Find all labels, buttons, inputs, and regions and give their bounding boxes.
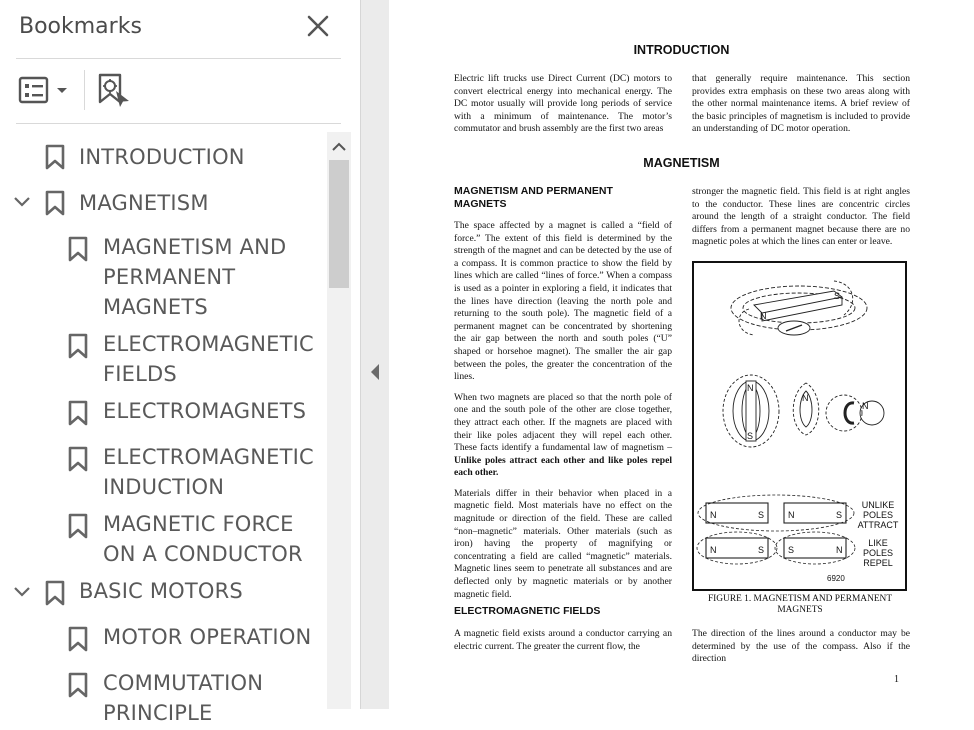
close-icon xyxy=(304,12,332,40)
triangle-left-icon xyxy=(368,360,382,384)
bookmark-scrollbar[interactable] xyxy=(327,132,351,709)
figure-label: S xyxy=(747,431,754,441)
find-current-bookmark-button[interactable] xyxy=(95,72,133,108)
bookmark-introduction[interactable] xyxy=(0,140,327,174)
bookmark-motor-operation[interactable] xyxy=(0,622,327,656)
paragraph: A magnetic field exists around a conductor carrying an electric current. The greater the current flow, the xyxy=(454,628,672,652)
figure-label: N xyxy=(802,393,809,403)
panel-divider xyxy=(16,123,341,124)
figure-label: S xyxy=(836,510,843,520)
scroll-thumb[interactable] xyxy=(329,160,349,288)
bookmark-label: MAGNETISM xyxy=(79,191,209,215)
figure-number: 6920 xyxy=(827,574,845,583)
figure-label: N xyxy=(710,545,717,555)
figure-label: S xyxy=(788,545,795,555)
figure-label: N xyxy=(836,545,843,555)
intro-left-column: Electric lift trucks use Direct Current (DC) motors to convert electrical energy into mechanical energy. The DC motor usually will provide long periods of service with a minimum of maintenance. The motor’s commutator and brush assembly are the first two areas xyxy=(454,73,672,135)
paragraph: Materials differ in their behavior when placed in a magnetic field. Most materials have no effect on the magnitude or direction of the field. These are called “non–magnetic” materials. Other materials (such as iron) having the property of magnifying or concentrating a field are called “magnetic” materials. Magnetic lines seem to penetrate all substances and are deflected only by magnetic materials or by another magnetic field. xyxy=(454,487,672,600)
close-panel-button[interactable] xyxy=(304,12,332,40)
bookmark-electromagnetic-induction[interactable] xyxy=(0,442,327,504)
panel-title: Bookmarks xyxy=(19,14,142,39)
find-current-bookmark-icon xyxy=(95,72,133,108)
left-column-body xyxy=(454,220,672,609)
section-heading-magnetism: MAGNETISM xyxy=(643,156,720,170)
bookmark-icon xyxy=(67,626,89,652)
panel-splitter[interactable] xyxy=(361,0,389,709)
bookmark-icon xyxy=(67,513,89,539)
bookmark-tree xyxy=(0,132,327,725)
scroll-up-button[interactable] xyxy=(327,132,351,160)
chevron-down-icon[interactable] xyxy=(12,192,32,212)
document-page xyxy=(389,0,934,709)
bookmark-label: ELECTROMAGNETIC INDUCTION xyxy=(103,445,314,499)
bookmark-magnetism-and-permanent-magnets[interactable] xyxy=(0,232,327,324)
intro-right-column: that generally require maintenance. This section provides extra emphasis on these two areas along with the other normal maintenance items. A brief review of the basic principles of magnetism is included to provide an understanding of DC motor operation. xyxy=(692,73,910,135)
bookmark-icon xyxy=(67,236,89,262)
bookmark-icon xyxy=(44,190,66,216)
page-number: 1 xyxy=(894,674,899,685)
bookmark-commutation-principle[interactable] xyxy=(0,668,327,730)
figure-label: S xyxy=(758,510,765,520)
right-column-paragraph: The direction of the lines around a conductor may be determined by the use of the compass. Also if the direction xyxy=(692,628,910,665)
toolbar-separator xyxy=(84,70,85,110)
bookmark-label: MAGNETISM AND PERMANENT MAGNETS xyxy=(103,235,287,319)
figure-magnetism xyxy=(692,261,907,591)
figure-label-unlike-poles: UNLIKE POLES ATTRACT xyxy=(857,500,899,530)
bookmark-icon xyxy=(67,446,89,472)
bookmark-icon xyxy=(67,672,89,698)
chevron-down-icon[interactable] xyxy=(12,582,32,602)
paragraph xyxy=(454,392,672,480)
bookmark-magnetic-force-on-a-conductor[interactable] xyxy=(0,509,327,571)
bookmark-label: COMMUTATION PRINCIPLE xyxy=(103,671,264,725)
figure-label: N xyxy=(710,510,717,520)
bookmark-icon xyxy=(67,333,89,359)
figure-label: N xyxy=(747,383,754,393)
chevron-up-icon xyxy=(327,132,351,160)
figure-illustration xyxy=(694,263,905,589)
figure-label: S xyxy=(834,291,841,301)
bookmark-icon xyxy=(44,580,66,606)
bookmark-magnetism[interactable] xyxy=(0,186,327,220)
subheading-electromagnetic-fields: ELECTROMAGNETIC FIELDS xyxy=(454,605,601,617)
subheading-magnetism-permanent-magnets: MAGNETISM AND PERMANENT MAGNETS xyxy=(454,185,613,210)
bookmark-basic-motors[interactable] xyxy=(0,576,327,610)
paragraph-text: When two magnets are placed so that the north pole of one and the south pole of the other are close together, they attract each other. If the magnets are placed with their like poles adjacent they will repel each other. These facts identify a fundamental law of magnetism – xyxy=(454,391,672,454)
bookmark-icon xyxy=(44,144,66,170)
figure-label-like-poles: LIKE POLES REPEL xyxy=(862,538,893,568)
bookmark-label: MOTOR OPERATION xyxy=(103,625,312,649)
figure-label: N xyxy=(760,311,767,321)
bookmark-options-button[interactable] xyxy=(17,72,71,108)
bookmark-icon xyxy=(67,400,89,426)
section-heading-introduction: INTRODUCTION xyxy=(633,43,730,57)
figure-label: S xyxy=(758,545,765,555)
figure-label: N xyxy=(862,401,869,411)
panel-divider xyxy=(16,58,341,59)
bookmark-label: BASIC MOTORS xyxy=(79,579,243,603)
figure-label: N xyxy=(788,510,795,520)
paragraph: The space affected by a magnet is called a “field of force.” The extent of this field is determined by the strength of the magnet and can be detected by the use of a compass. It is common practice to show the field by lines which are called “lines of force.” When a compass is used as a pointer in exploring a field, it indicates that the lines have direction (leaving the north pole and returning to the south pole). The magnetic field of a permanent magnet can be concentrated by shortening the air gap between the north and south poles (“U” shaped or horsehoe magnet). The smaller the air gap between the poles, the greater the concentration of the lines. xyxy=(454,220,672,383)
right-column-paragraph: stronger the magnetic field. This field is at right angles to the conductor. These lines are concentric circles around the length of a straight conductor. The field differs from a permanent magnet because there are no magnetic poles at which the lines can enter or leave. xyxy=(692,186,910,248)
bookmark-label: INTRODUCTION xyxy=(79,145,245,169)
bookmark-electromagnets[interactable] xyxy=(0,396,327,430)
figure-caption: FIGURE 1. MAGNETISM AND PERMANENT MAGNETS xyxy=(707,594,893,615)
collapse-panel-button[interactable] xyxy=(368,360,382,384)
bookmark-label: ELECTROMAGNETS xyxy=(103,399,307,423)
bookmarks-panel xyxy=(0,0,361,725)
bookmark-label: MAGNETIC FORCE ON A CONDUCTOR xyxy=(103,512,303,566)
bookmark-label: ELECTROMAGNETIC FIELDS xyxy=(103,332,314,386)
list-options-icon xyxy=(17,72,71,108)
bookmark-electromagnetic-fields[interactable] xyxy=(0,329,327,391)
paragraph-bold-text: Unlike poles attract each other and like poles repel each other. xyxy=(454,454,672,479)
